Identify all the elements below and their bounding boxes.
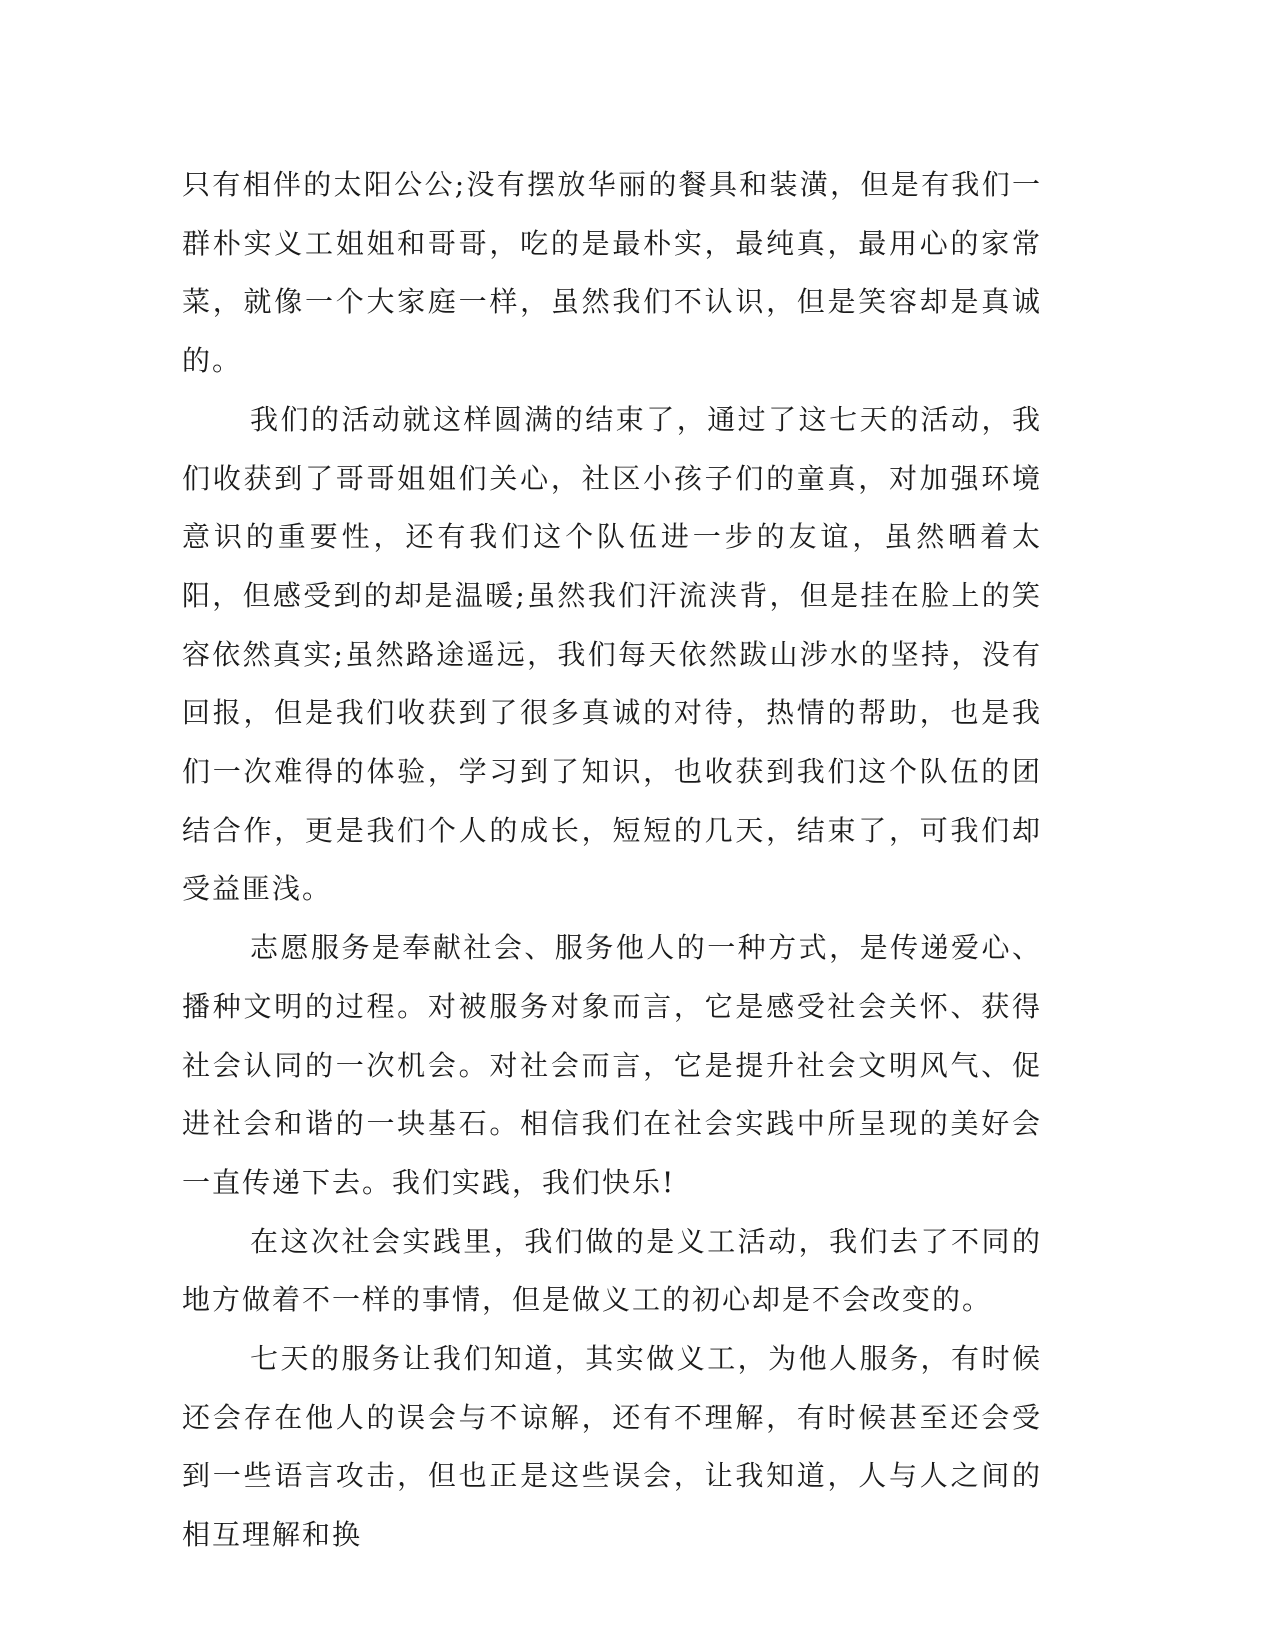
body-text xyxy=(182,156,1042,1565)
paragraph-2: 我们的活动就这样圆满的结束了，通过了这七天的活动，我们收获到了哥哥姐姐们关心，社区小孩子们的童真，对加强环境意识的重要性，还有我们这个队伍进一步的友谊，虽然晒着太阳，但感受到的却是温暖;虽然我们汗流浃背，但是挂在脸上的笑容依然真实;虽然路途遥远，我们每天依然跋山涉水的坚持，没有回报，但是我们收获到了很多真诚的对待，热情的帮助，也是我们一次难得的体验，学习到了知识，也收获到我们这个队伍的团结合作，更是我们个人的成长，短短的几天，结束了，可我们却受益匪浅。 xyxy=(182,402,1042,906)
paragraph-3: 志愿服务是奉献社会、服务他人的一种方式，是传递爱心、播种文明的过程。对被服务对象而言，它是感受社会关怀、获得社会认同的一次机会。对社会而言，它是提升社会文明风气、促进社会和谐的一块基石。相信我们在社会实践中所呈现的美好会一直传递下去。我们实践，我们快乐! xyxy=(182,931,1042,1199)
paragraph-5: 七天的服务让我们知道，其实做义工，为他人服务，有时候还会存在他人的误会与不谅解，还有不理解，有时候甚至还会受到一些语言攻击，但也正是这些误会，让我知道，人与人之间的相互理解和换 xyxy=(182,1342,1042,1552)
paragraph-4: 在这次社会实践里，我们做的是义工活动，我们去了不同的地方做着不一样的事情，但是做义工的初心却是不会改变的。 xyxy=(182,1224,1042,1317)
paragraph-1: 只有相伴的太阳公公;没有摆放华丽的餐具和装潢，但是有我们一群朴实义工姐姐和哥哥，吃的是最朴实，最纯真，最用心的家常菜，就像一个大家庭一样，虽然我们不认识，但是笑容却是真诚的。 xyxy=(182,168,1042,378)
